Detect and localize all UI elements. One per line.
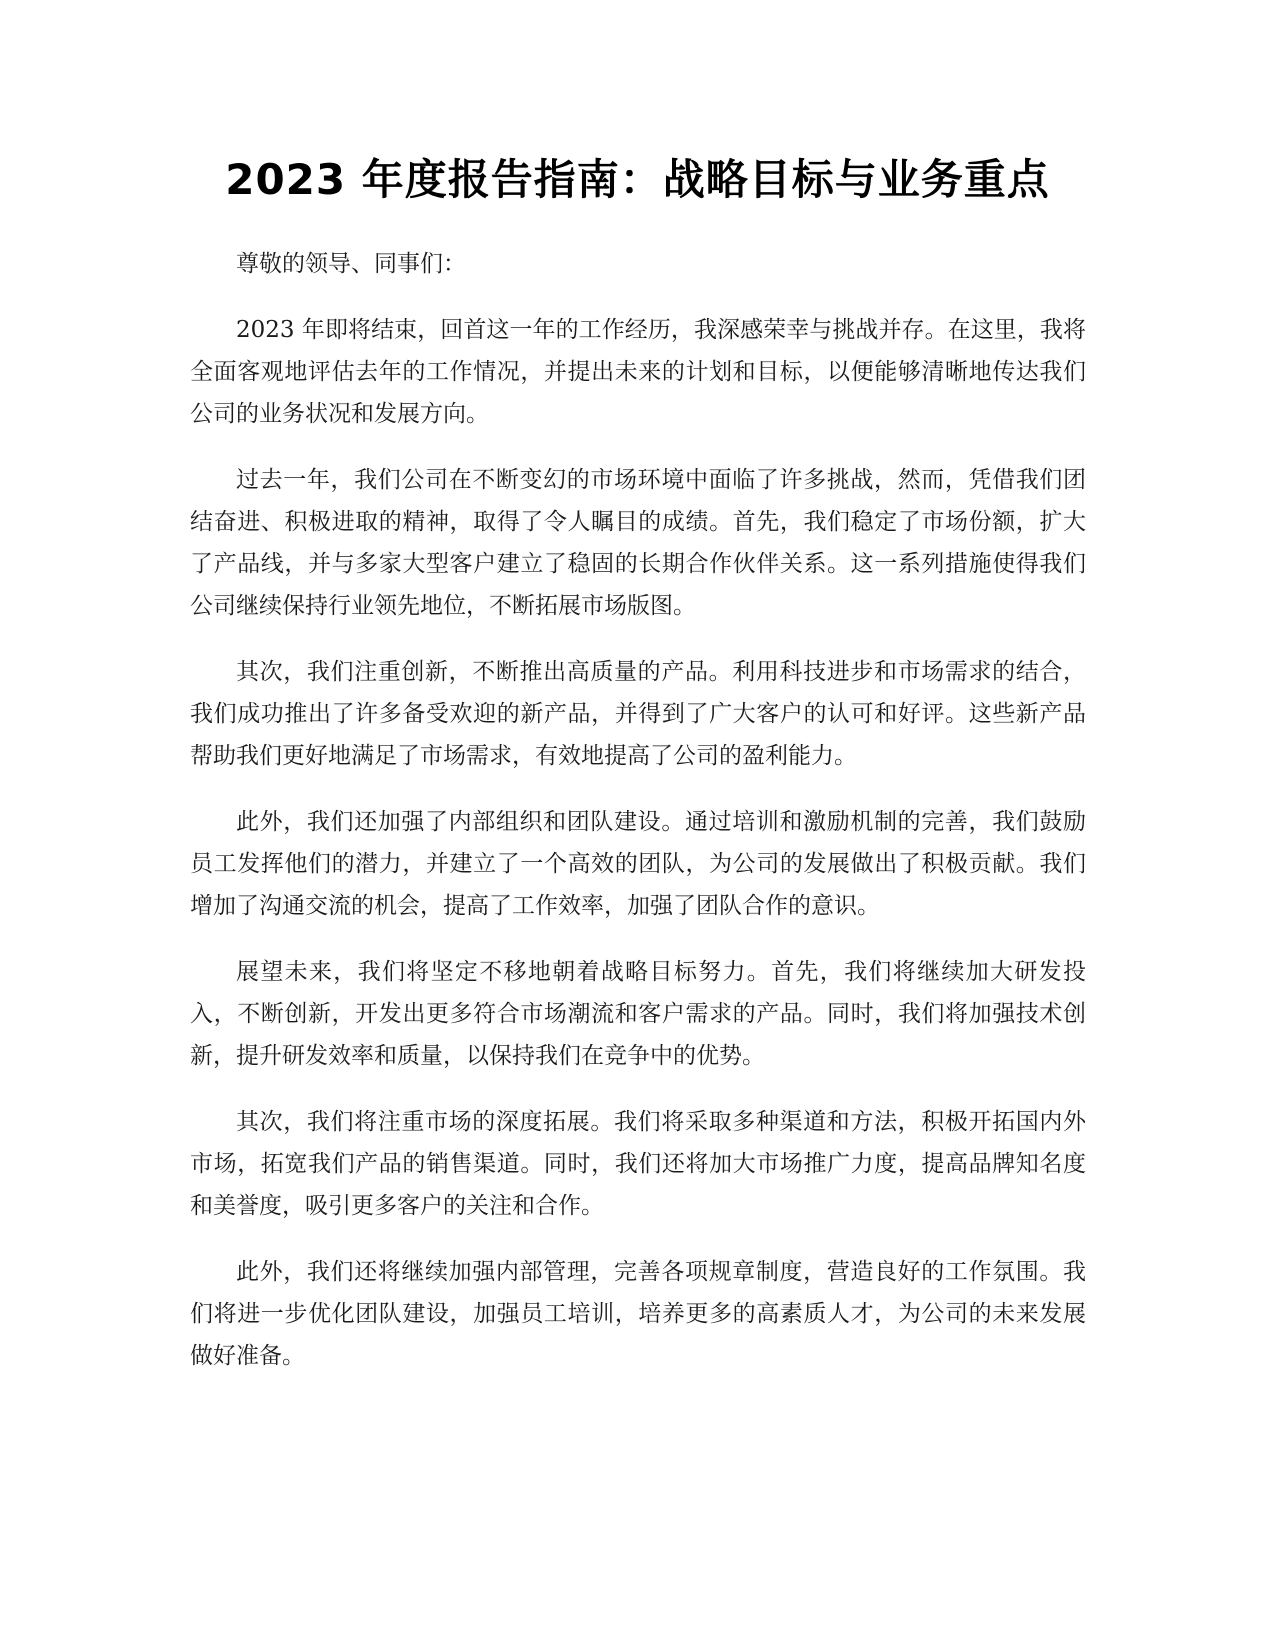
body-paragraph: 展望未来，我们将坚定不移地朝着战略目标努力。首先，我们将继续加大研发投入，不断创新，开发出更多符合市场潮流和客户需求的产品。同时，我们将加强技术创新，提升研发效率和质量，以保持我们在竞争中的优势。 xyxy=(190,959,1086,1069)
document-body xyxy=(190,243,1086,1401)
greeting-paragraph: 尊敬的领导、同事们： xyxy=(236,251,466,277)
document-title: 2023 年度报告指南：战略目标与业务重点 xyxy=(225,155,1050,204)
body-paragraph: 2023 年即将结束，回首这一年的工作经历，我深感荣幸与挑战并存。在这里，我将全面客观地评估去年的工作情况，并提出未来的计划和目标，以便能够清晰地传达我们公司的业务状况和发展方向。 xyxy=(190,317,1086,427)
body-paragraph: 其次，我们将注重市场的深度拓展。我们将采取多种渠道和方法，积极开拓国内外市场，拓宽我们产品的销售渠道。同时，我们还将加大市场推广力度，提高品牌知名度和美誉度，吸引更多客户的关注和合作。 xyxy=(190,1109,1086,1219)
body-paragraph: 此外，我们还加强了内部组织和团队建设。通过培训和激励机制的完善，我们鼓励员工发挥他们的潜力，并建立了一个高效的团队，为公司的发展做出了积极贡献。我们增加了沟通交流的机会，提高了工作效率，加强了团队合作的意识。 xyxy=(190,809,1086,919)
body-paragraph: 过去一年，我们公司在不断变幻的市场环境中面临了许多挑战，然而，凭借我们团结奋进、积极进取的精神，取得了令人瞩目的成绩。首先，我们稳定了市场份额，扩大了产品线，并与多家大型客户建立了稳固的长期合作伙伴关系。这一系列措施使得我们公司继续保持行业领先地位，不断拓展市场版图。 xyxy=(190,467,1086,619)
body-paragraph: 此外，我们还将继续加强内部管理，完善各项规章制度，营造良好的工作氛围。我们将进一步优化团队建设，加强员工培训，培养更多的高素质人才，为公司的未来发展做好准备。 xyxy=(190,1259,1086,1369)
body-paragraph: 其次，我们注重创新，不断推出高质量的产品。利用科技进步和市场需求的结合，我们成功推出了许多备受欢迎的新产品，并得到了广大客户的认可和好评。这些新产品帮助我们更好地满足了市场需求，有效地提高了公司的盈利能力。 xyxy=(190,659,1086,769)
